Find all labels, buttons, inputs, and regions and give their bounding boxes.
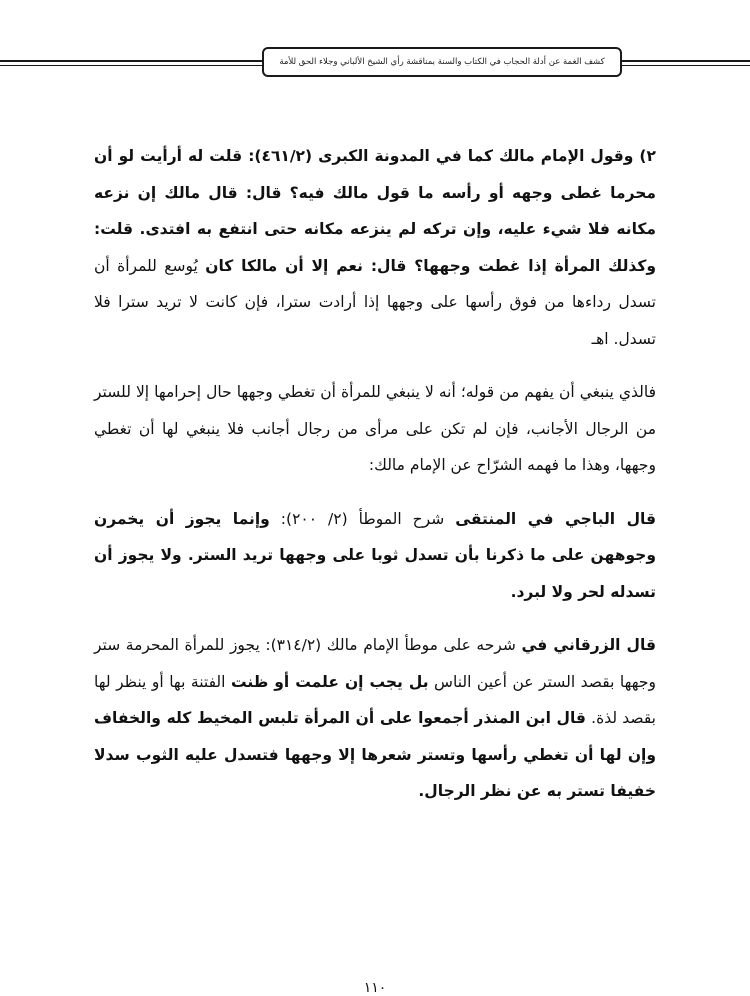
paragraph-bold-text: وإنما يجوز أن يخمرن وجوههن على ما ذكرنا بأن تسدل ثوبا على وجهها تريد الستر. ولا يجوز أن تسدله لحر ولا لبرد.	[94, 509, 656, 601]
paragraph-bold-text: بل يجب إن علمت أو ظنت	[230, 672, 429, 691]
book-title: كشف الغمة عن أدلة الحجاب في الكتاب والسنة بمناقشة رأي الشيخ الألباني وجلاء الحق للأمة	[279, 57, 605, 67]
paragraph-bold-text: قال الزرقاني في	[521, 636, 656, 654]
header-rule-right	[622, 60, 750, 62]
page-number: ١١٠	[363, 980, 387, 996]
paragraph-bold-text: ٢) وقول الإمام مالك كما في المدونة الكبرى (٤٦١/٢): قلت له أرأيت لو أن محرما غطى وجهه أو رأسه ما قول مالك فيه؟ قال: قال مالك إن نزعه مكانه فلا شيء عليه، وإن تركه لم ينزعه مكانه حتى انتفع به افتدى. قلت: وكذلك المرأة إذا غطت وجهها؟ قال: نعم إلا أن مالكا كان	[94, 147, 656, 275]
paragraph-zurqani	[94, 627, 656, 810]
paragraph-text: الفتنة بها أو ينظر لها بقصد لذة.	[94, 672, 656, 727]
paragraph-text: شرحه على موطأ الإمام مالك (٣١٤/٢): يجوز للمرأة المحرمة ستر وجهها بقصد الستر عن أعين الناس	[94, 636, 656, 691]
paragraph-baji-muntaqa	[94, 501, 656, 611]
header-rule-left	[0, 60, 262, 62]
paragraph-text: شرح الموطأ (٢/ ٢٠٠):	[269, 509, 456, 528]
paragraph-text: يُوسع للمرأة أن تسدل رداءها من فوق رأسها على وجهها إذا أرادت سترا، فإن كانت لا تريد سترا فلا تسدل. اهـ	[94, 256, 656, 348]
header-rule-left-thin	[0, 65, 262, 66]
paragraph-bold-text: قال الباجي في المنتقى	[455, 509, 656, 528]
header-rule-right-thin	[622, 65, 750, 66]
paragraph-bold-text: قال ابن المنذر أجمعوا على أن المرأة تلبس المخيط كله والخفاف وإن لها أن تغطي رأسها وتستر شعرها إلا وجهها فتسدل عليه الثوب سدلا خفيفا تستر به عن نظر الرجال.	[94, 709, 656, 800]
paragraph-interpretation	[94, 374, 656, 484]
running-header	[262, 47, 622, 77]
paragraph-malik-mudawwana	[94, 138, 656, 357]
page-body	[94, 138, 656, 827]
paragraph-text: فالذي ينبغي أن يفهم من قوله؛ أنه لا ينبغي للمرأة أن تغطي وجهها حال إحرامها إلا للستر من الرجال الأجانب، فإن لم تكن على مرأى من رجال أجانب فلا ينبغي لها أن تغطي وجهها، وهذا ما فهمه الشرّاح عن الإمام مالك:	[94, 383, 656, 474]
